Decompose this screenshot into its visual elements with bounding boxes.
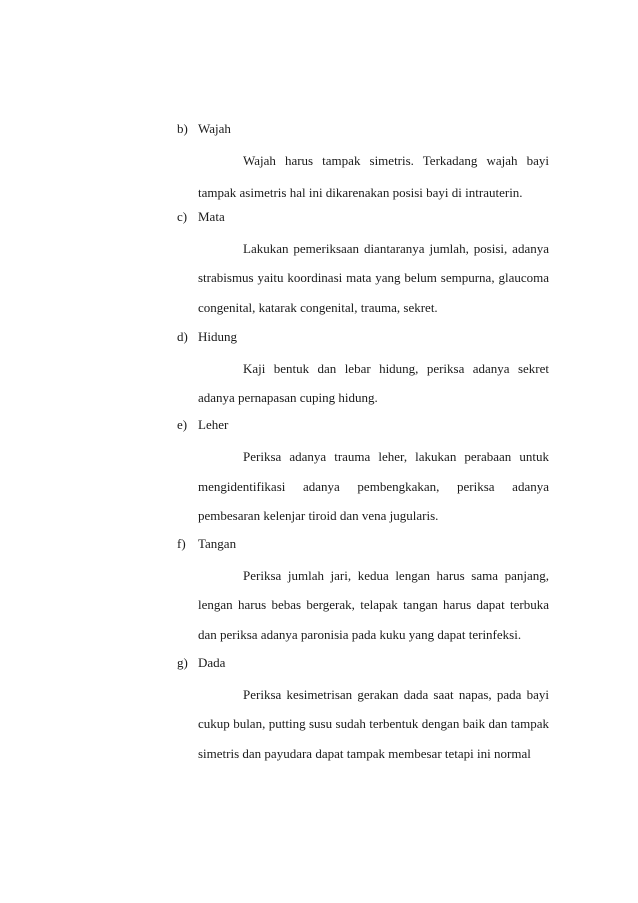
paragraph-line: Kaji bentuk dan lebar hidung, periksa adanya sekret: [243, 361, 549, 376]
section-heading: [177, 536, 236, 552]
list-marker: f): [177, 536, 186, 551]
paragraph-line: Periksa jumlah jari, kedua lengan harus sama panjang,: [243, 568, 549, 583]
paragraph-line: tampak asimetris hal ini dikarenakan posisi bayi di intrauterin.: [198, 185, 523, 200]
list-marker: c): [177, 209, 188, 224]
paragraph-line: simetris dan payudara dapat tampak membesar tetapi ini normal: [198, 746, 531, 761]
section-heading: [177, 209, 225, 225]
paragraph-line: Periksa kesimetrisan gerakan dada saat napas, pada bayi: [243, 687, 549, 702]
list-marker: g): [177, 655, 188, 670]
paragraph-line: pembesaran kelenjar tiroid dan vena jugularis.: [198, 508, 439, 523]
paragraph-line: Wajah harus tampak simetris. Terkadang wajah bayi: [243, 153, 549, 168]
paragraph-line: adanya pernapasan cuping hidung.: [198, 390, 378, 405]
paragraph-line: Lakukan pemeriksaan diantaranya jumlah, posisi, adanya: [243, 241, 549, 256]
section-heading: [177, 121, 231, 137]
paragraph-line: congenital, katarak congenital, trauma, sekret.: [198, 300, 438, 315]
list-marker: e): [177, 417, 188, 432]
list-marker: b): [177, 121, 188, 136]
section-heading: [177, 417, 228, 433]
paragraph-line: cukup bulan, putting susu sudah terbentuk dengan baik dan tampak: [198, 716, 549, 731]
list-marker: d): [177, 329, 188, 344]
section-heading: [177, 655, 225, 671]
section-title: Wajah: [198, 121, 231, 136]
section-title: Leher: [198, 417, 229, 432]
paragraph-line: dan periksa adanya paronisia pada kuku yang dapat terinfeksi.: [198, 627, 522, 642]
paragraph-line: strabismus yaitu koordinasi mata yang belum sempurna, glaucoma: [198, 270, 549, 285]
section-title: Mata: [198, 209, 225, 224]
section-title: Hidung: [198, 329, 237, 344]
section-title: Dada: [198, 655, 226, 670]
paragraph-line: Periksa adanya trauma leher, lakukan perabaan untuk: [243, 449, 549, 464]
section-title: Tangan: [198, 536, 237, 551]
section-heading: [177, 329, 237, 345]
paragraph-line: lengan harus bebas bergerak, telapak tangan harus dapat terbuka: [198, 597, 549, 612]
paragraph-line: mengidentifikasi adanya pembengkakan, periksa adanya: [198, 479, 549, 494]
